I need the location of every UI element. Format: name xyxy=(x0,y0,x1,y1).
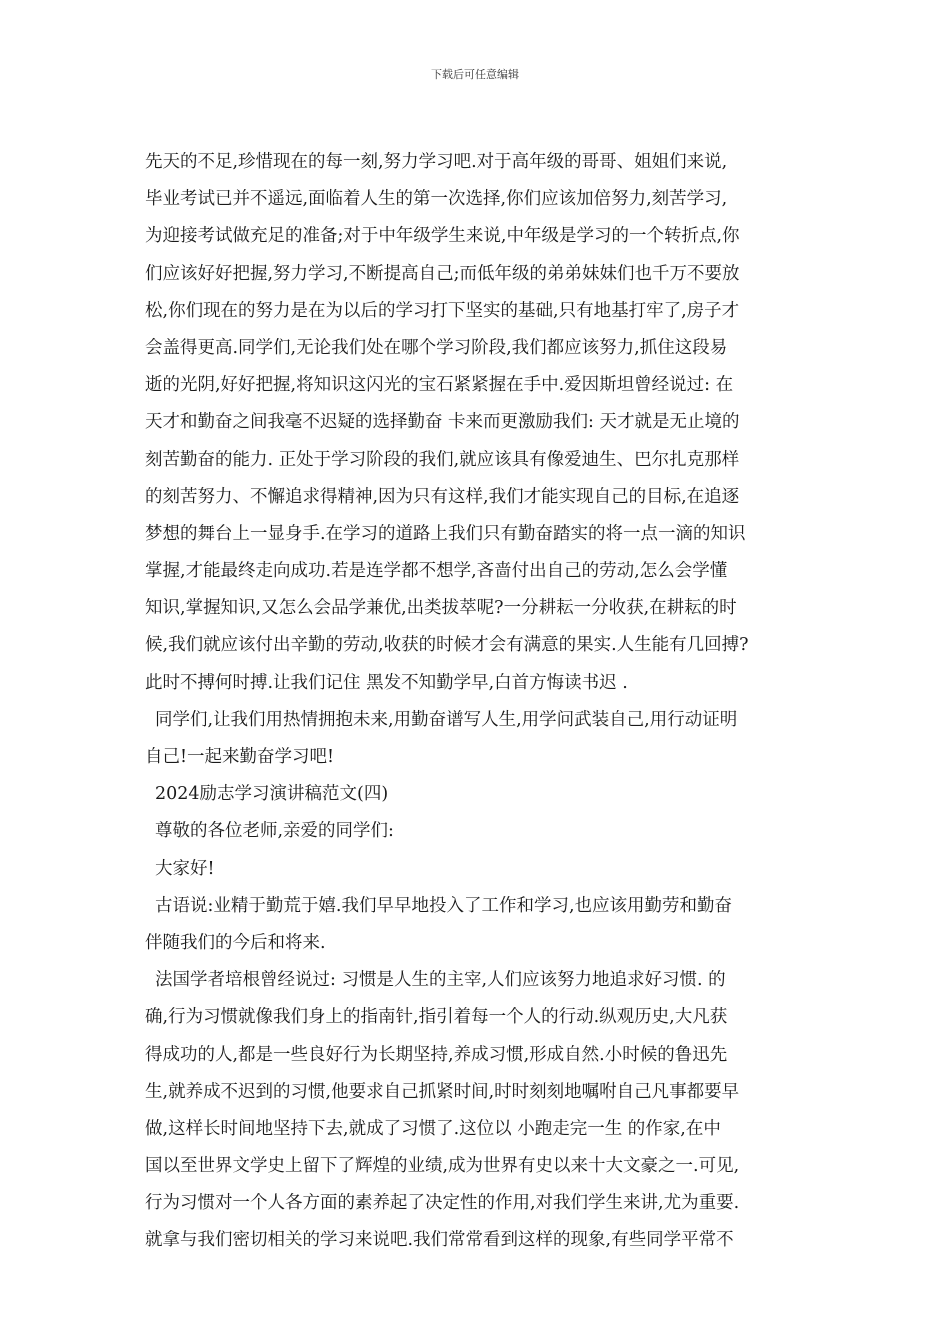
text-line: 确,行为习惯就像我们身上的指南针,指引着每一个人的行动.纵观历史,大凡获 xyxy=(145,1007,728,1028)
section-title: 2024励志学习演讲稿范文(四) xyxy=(155,784,389,805)
text-line: 伴随我们的今后和将来. xyxy=(145,932,326,953)
text-line: 先天的不足,珍惜现在的每一刻,努力学习吧.对于高年级的哥哥、姐姐们来说, xyxy=(145,152,728,172)
text-line: 此时不搏何时搏.让我们记住 黑发不知勤学早,白首方悔读书迟 . xyxy=(145,672,628,693)
page-header: 下载后可任意编辑 xyxy=(431,68,519,81)
paragraph-start-line: 法国学者培根曾经说过: 习惯是人生的主宰,人们应该努力地追求好习惯. 的 xyxy=(155,970,726,991)
text-line: 逝的光阴,好好把握,将知识这闪光的宝石紧紧握在手中.爱因斯坦曾经说过: 在 xyxy=(145,375,734,396)
text-line: 生,就养成不迟到的习惯,他要求自己抓紧时间,时时刻刻地嘱咐自己凡事都要早 xyxy=(145,1081,740,1102)
text-line: 毕业考试已并不遥远,面临着人生的第一次选择,你们应该加倍努力,刻苦学习, xyxy=(145,189,728,210)
text-line: 知识,掌握知识,又怎么会品学兼优,出类拔萃呢?一分耕耘一分收获,在耕耘的时 xyxy=(145,598,737,619)
text-line: 们应该好好把握,努力学习,不断提高自己;而低年级的弟弟妹妹们也千万不要放 xyxy=(145,263,740,284)
text-line: 候,我们就应该付出辛勤的劳动,收获的时候才会有满意的果实.人生能有几回搏? xyxy=(145,635,749,656)
document-body xyxy=(145,144,817,1260)
text-line: 行为习惯对一个人各方面的素养起了决定性的作用,对我们学生来讲,尤为重要. xyxy=(145,1193,740,1214)
text-line: 松,你们现在的努力是在为以后的学习打下坚实的基础,只有地基打牢了,房子才 xyxy=(145,300,740,321)
text-line: 得成功的人,都是一些良好行为长期坚持,养成习惯,形成自然.小时候的鲁迅先 xyxy=(145,1044,728,1065)
text-line: 刻苦勤奋的能力. 正处于学习阶段的我们,就应该具有像爱迪生、巴尔扎克那样 xyxy=(145,449,740,470)
text-line: 的刻苦努力、不懈追求得精神,因为只有这样,我们才能实现自己的目标,在追逐 xyxy=(145,486,740,507)
paragraph-start-line: 古语说:业精于勤荒于嬉.我们早早地投入了工作和学习,也应该用勤劳和勤奋 xyxy=(155,895,733,916)
text-line: 自己!一起来勤奋学习吧! xyxy=(145,747,335,767)
text-line: 天才和勤奋之间我毫不迟疑的选择勤奋 卡来而更激励我们: 天才就是无止境的 xyxy=(145,412,740,433)
text-line: 做,这样长时间地坚持下去,就成了习惯了.这位以 小跑走完一生 的作家,在中 xyxy=(145,1118,721,1139)
text-line: 会盖得更高.同学们,无论我们处在哪个学习阶段,我们都应该努力,抓住这段易 xyxy=(145,337,728,358)
text-line: 掌握,才能最终走向成功.若是连学都不想学,吝啬付出自己的劳动,怎么会学懂 xyxy=(145,561,728,582)
text-line: 国以至世界文学史上留下了辉煌的业绩,成为世界有史以来十大文豪之一.可见, xyxy=(145,1156,740,1177)
salutation-line: 尊敬的各位老师,亲爱的同学们: xyxy=(155,821,394,842)
text-line: 就拿与我们密切相关的学习来说吧.我们常常看到这样的现象,有些同学平常不 xyxy=(145,1230,734,1251)
text-line: 梦想的舞台上一显身手.在学习的道路上我们只有勤奋踏实的将一点一滴的知识 xyxy=(145,523,746,544)
greeting-line: 大家好! xyxy=(155,858,215,879)
paragraph-start-line: 同学们,让我们用热情拥抱未来,用勤奋谱写人生,用学问武装自己,用行动证明 xyxy=(155,709,738,730)
text-line: 为迎接考试做充足的准备;对于中年级学生来说,中年级是学习的一个转折点,你 xyxy=(145,226,740,247)
